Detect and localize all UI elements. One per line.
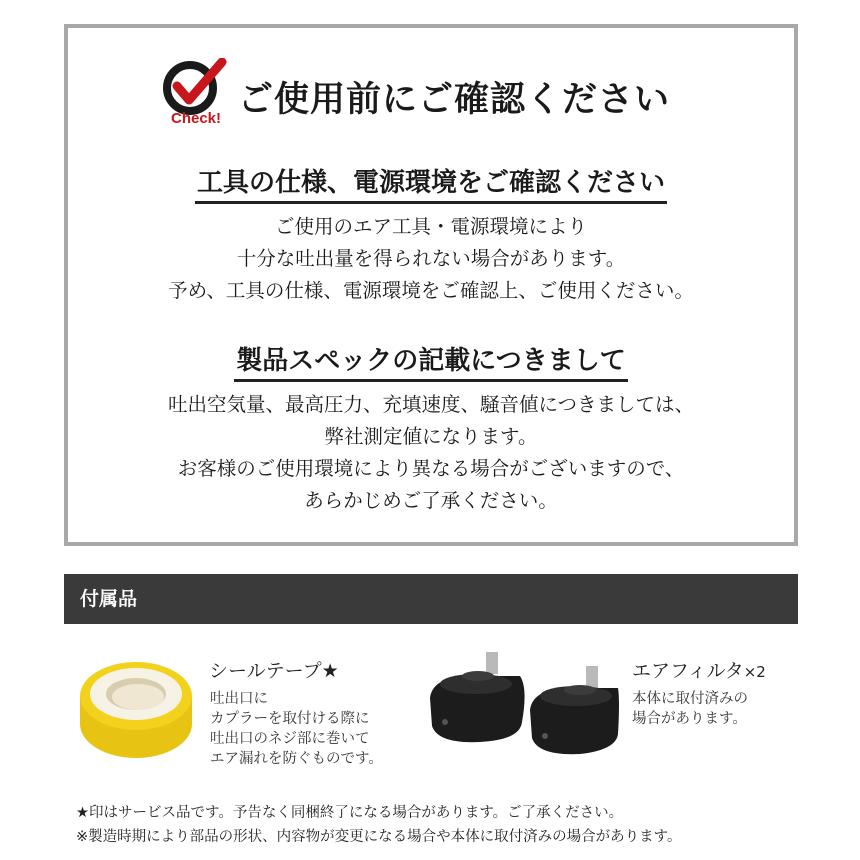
accessories-header: 付属品 xyxy=(64,574,798,624)
check-label: Check! xyxy=(170,110,222,127)
section-heading-label: 製品スペックの記載につきまして xyxy=(234,340,627,382)
air-filter-image xyxy=(420,650,620,760)
section-heading-specs xyxy=(68,162,794,204)
item-desc-air-filter xyxy=(632,689,748,729)
desc-line: 場合があります。 xyxy=(632,711,747,727)
section-heading-product-spec xyxy=(68,340,794,382)
desc-line: カプラーを取付ける際に xyxy=(210,711,370,727)
desc-line: 吐出口に xyxy=(210,691,268,707)
item-desc-seal-tape xyxy=(210,689,383,769)
notice-box xyxy=(64,24,798,546)
text-line: お客様のご使用環境により異なる場合がございますので、 xyxy=(177,457,685,480)
item-quantity: ×2 xyxy=(743,663,766,681)
text-line: ご使用のエア工具・電源環境により xyxy=(274,215,587,238)
text-line: 吐出空気量、最高圧力、充填速度、騒音値につきましては、 xyxy=(167,393,695,416)
footnote-service-item: ★印はサービス品です。予告なく同梱終了になる場合があります。ご了承ください。 xyxy=(76,805,624,821)
text-line: 予め、工具の仕様、電源環境をご確認上、ご使用ください。 xyxy=(168,279,694,302)
text-line: 弊社測定値になります。 xyxy=(324,425,538,448)
footnote-manufacturing: ※製造時期により部品の形状、内容物が変更になる場合や本体に取付済みの場合があります。 xyxy=(76,829,682,845)
page-title: ご使用前にご確認ください xyxy=(238,80,671,120)
seal-tape-image xyxy=(72,646,200,766)
text-line: あらかじめご了承ください。 xyxy=(304,489,558,512)
footnotes xyxy=(76,801,682,849)
item-name-seal-tape: シールテープ★ xyxy=(209,660,339,682)
item-name-label: エアフィルタ xyxy=(632,660,744,682)
text-line: 十分な吐出量を得られない場合があります。 xyxy=(236,247,626,270)
section-text-product-spec xyxy=(68,389,794,517)
section-text-specs xyxy=(68,211,794,307)
desc-line: 吐出口のネジ部に巻いて xyxy=(210,731,370,747)
desc-line: エア漏れを防ぐものです。 xyxy=(210,751,383,767)
section-heading-label: 工具の仕様、電源環境をご確認ください xyxy=(195,162,667,204)
item-name-air-filter xyxy=(632,656,766,683)
desc-line: 本体に取付済みの xyxy=(632,691,748,707)
